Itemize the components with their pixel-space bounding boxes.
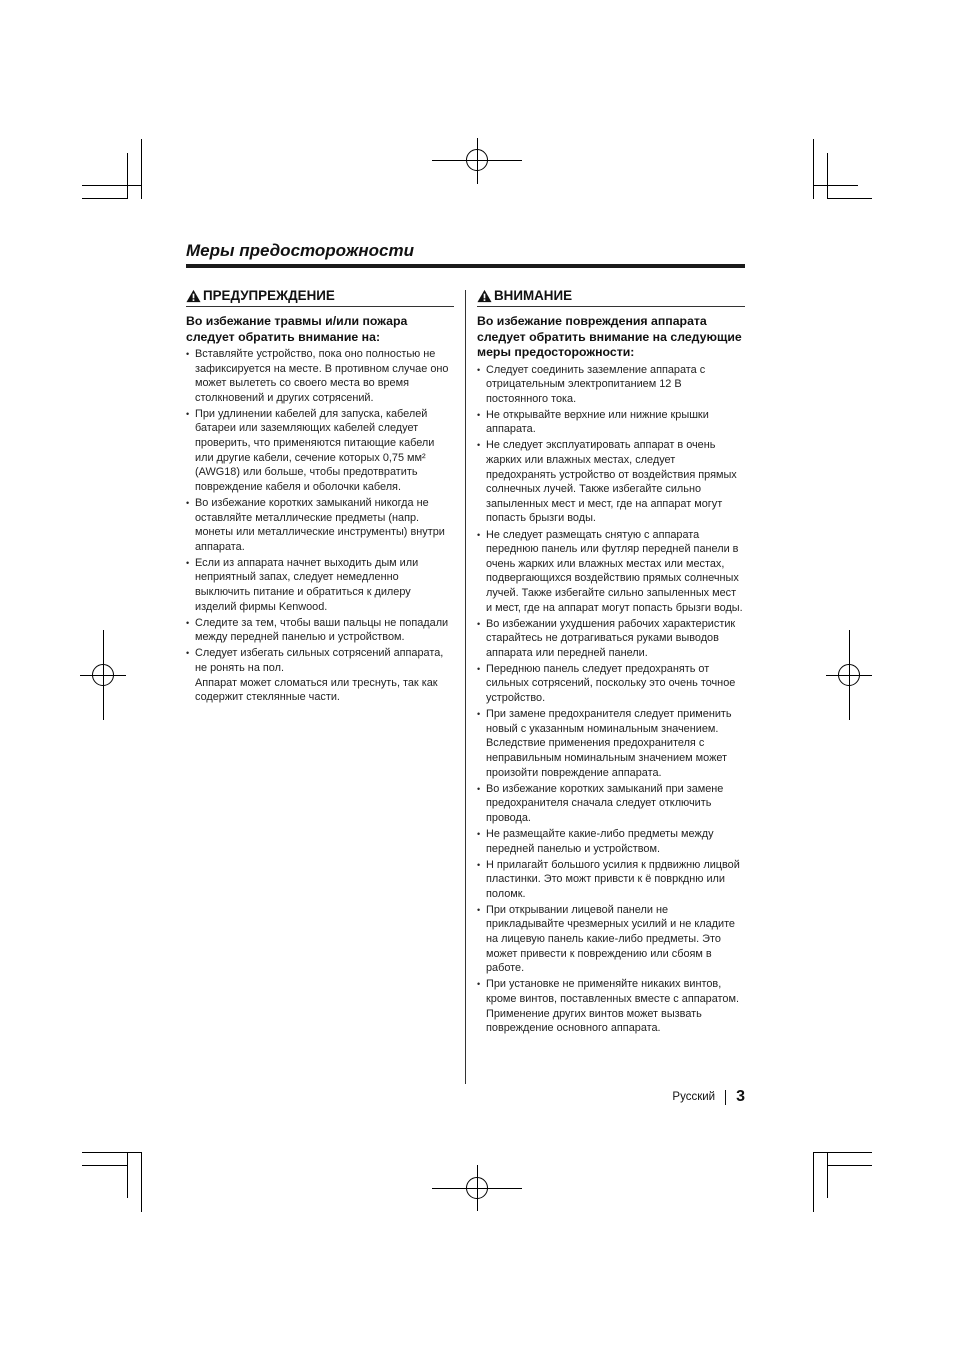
crop-mark	[813, 1152, 814, 1212]
crop-mark	[82, 185, 141, 186]
crop-mark	[82, 1165, 127, 1166]
crop-mark	[141, 139, 142, 199]
column-divider	[465, 290, 466, 1084]
list-item: • Во избежание коротких замыканий никогда не оставляйте металлические предметы (напр. монеты или металлические инструменты) внутри аппарата.	[186, 496, 454, 554]
list-item: • Если из аппарата начнет выходить дым или неприятный запах, следует немедленно выключить питание и обратиться к дилеру изделий фирмы Kenwood.	[186, 556, 454, 614]
list-item: • Во избежание коротких замыканий при замене предохранителя сначала следует отключить провода.	[477, 782, 745, 826]
warning-list	[186, 347, 454, 705]
crop-mark	[82, 198, 127, 199]
crop-mark	[827, 1165, 872, 1166]
registration-mark	[826, 675, 872, 676]
list-item: • Не следует размещать снятую с аппарата переднюю панель или футляр передней панели в очень жарких или влажных местах или местах, подвергающихся воздействию прямых солнечных лучей. Также избегайте сильно запыленных мест и мест, где на аппарат могут попасть брызги воды.	[477, 528, 745, 616]
list-item: • Переднюю панель следует предохранять от сильных сотрясений, поскольку это очень точное устройство.	[477, 662, 745, 706]
list-item: • При замене предохранителя следует применить новый с указанным номинальным значением. Вследствие применения предохранителя с неправильным номинальным значением может произойти повреждение аппарата.	[477, 707, 745, 780]
list-item: • Не открывайте верхние или нижние крышки аппарата.	[477, 408, 745, 437]
list-item-text: Следует избегать сильных сотрясений аппарата, не ронять на пол.	[195, 647, 444, 674]
caution-heading	[477, 288, 745, 307]
crop-mark	[127, 153, 128, 199]
list-item: • При открывании лицевой панели не прикладывайте чрезмерных усилий и не кладите на лицевую панель какие-либо предметы. Это может привести к повреждению или сбоям в работе.	[477, 903, 745, 976]
list-item: • Не следует эксплуатировать аппарат в очень жарких или влажных местах, следует предохранять устройство от воздействия прямых солнечных лучей. Также избегайте сильно запыленных мест и мест, где на аппарат могут попасть брызги воды.	[477, 438, 745, 526]
warning-triangle-icon	[186, 289, 201, 303]
registration-mark	[477, 138, 478, 184]
warning-subheading: Во избежание травмы и/или пожара следует обратить внимание на:	[186, 314, 408, 344]
warning-section	[186, 288, 454, 706]
page-number: 3	[736, 1088, 745, 1105]
registration-mark	[80, 675, 126, 676]
footer-separator	[725, 1090, 726, 1105]
crop-mark	[827, 153, 828, 199]
list-item: • Вставляйте устройство, пока оно полностью не зафиксируется на месте. В противном случае оно может вылететь со своего места во время столкновений и других сотрясений.	[186, 347, 454, 405]
crop-mark	[127, 1152, 128, 1198]
warning-heading-text: ПРЕДУПРЕЖДЕНИЕ	[203, 288, 335, 303]
list-item-note: Аппарат может сломаться или треснуть, так как содержит стеклянные части.	[195, 676, 438, 704]
warning-heading	[186, 288, 454, 307]
list-item: • Следите за тем, чтобы ваши пальцы не попадали между передней панелью и устройством.	[186, 616, 454, 645]
list-item: • При установке не применяйте никаких винтов, кроме винтов, поставленных вместе с аппаратом. Применение других винтов может вызвать повреждение основного аппарата.	[477, 977, 745, 1035]
title-rule	[186, 264, 745, 268]
page-footer	[672, 1088, 745, 1106]
list-item: • Во избежании ухудшения рабочих характеристик старайтесь не дотрагиваться руками выводов аппарата или передней панели.	[477, 617, 745, 661]
list-item: • Следует соединить заземление аппарата с отрицательным электропитанием 12 В постоянного тока.	[477, 363, 745, 407]
list-item	[186, 646, 454, 704]
registration-mark	[477, 1165, 478, 1211]
crop-mark	[141, 1152, 142, 1212]
crop-mark	[813, 185, 858, 186]
page-title: Меры предосторожности	[186, 241, 414, 260]
caution-heading-text: ВНИМАНИЕ	[494, 288, 573, 303]
warning-triangle-icon	[477, 289, 492, 303]
crop-mark	[813, 139, 814, 199]
list-item: • При удлинении кабелей для запуска, кабелей батареи или заземляющих кабелей следует проверить, что применяются питающие кабели или другие кабели, сечение которых 0,75 мм² (AWG18) или больше, чтобы предотвратить повреждение кабеля и оболочки кабеля.	[186, 407, 454, 495]
caution-subheading: Во избежание повреждения аппарата следует обратить внимание на следующие меры предосторожности:	[477, 314, 742, 359]
caution-section	[477, 288, 745, 1037]
list-item: • Не размещайте какие-либо предметы между передней панелью и устройством.	[477, 827, 745, 856]
crop-mark	[827, 198, 872, 199]
list-item: • Н прилагайт большого усилия к прдвижню лицвой пластинки. Это можт привсти к ё повркдню или поломк.	[477, 858, 745, 902]
crop-mark	[827, 1152, 828, 1198]
footer-language: Русский	[672, 1091, 716, 1103]
crop-mark	[82, 1152, 141, 1153]
crop-mark	[813, 1152, 872, 1153]
caution-list	[477, 363, 745, 1036]
